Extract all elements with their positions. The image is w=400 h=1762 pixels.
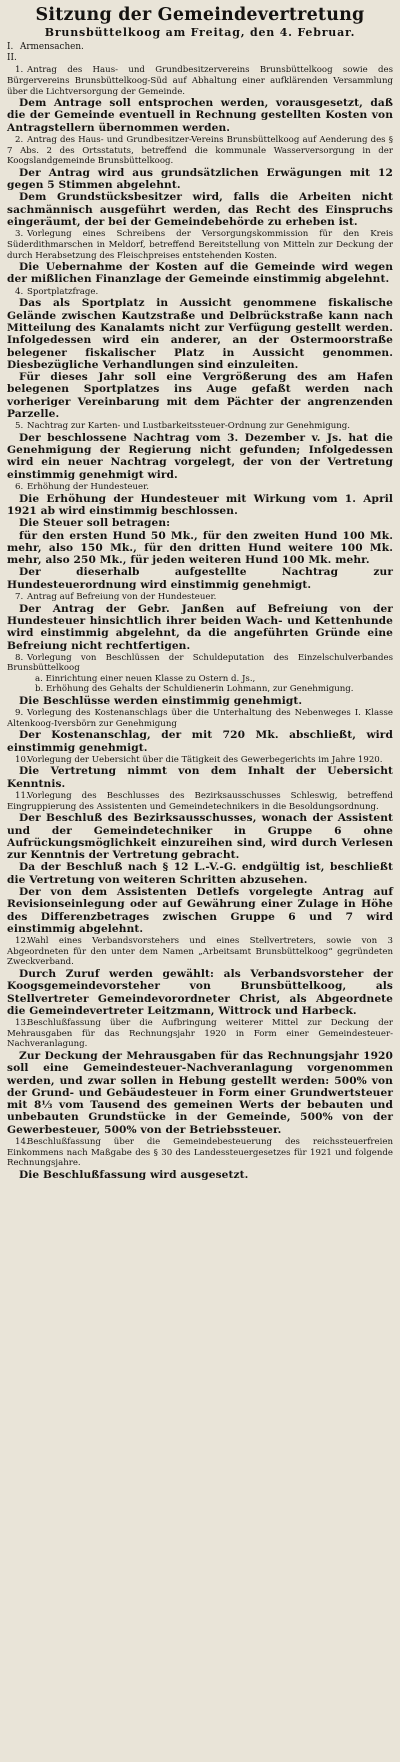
resolution-text: Dem Antrage soll entsprochen werden, vorausgesetzt, daß die der Gemeinde eventuell in Rechnung gestellten Kosten von Antragstellern übernommen werden. xyxy=(7,97,393,134)
resolution-text: Die Erhöhung der Hundesteuer mit Wirkung vom 1. April 1921 ab wird einstimmig beschlossen. xyxy=(7,492,393,517)
agenda-item-title: Antrag des Haus- und Grundbesitzervereins Brunsbüttelkoog sowie des Bürgervereins Brunsbüttelkoog-Süd auf Abhaltung einer aufklärenden Versammlung über die Lichtversorgung der Gemeinde. xyxy=(7,65,393,97)
agenda-item-title: Antrag des Haus- und Grundbesitzer-Vereins Brunsbüttelkoog auf Aenderung des § 7 Abs. 2 des Ortsstatuts, betreffend die kommunale Wasserversorgung in der Koogslandgemeinde Brunsbüttelkoog. xyxy=(7,135,393,167)
agenda-item-text xyxy=(7,936,393,968)
agenda-item-number: 3. xyxy=(15,229,24,240)
article-subtitle: Brunsbüttelkoog am Freitag, den 4. Februar. xyxy=(44,26,356,39)
agenda-item xyxy=(7,653,393,707)
resolution-text: Die Beschlußfassung wird ausgesetzt. xyxy=(19,1168,249,1181)
agenda-item xyxy=(7,287,393,421)
section-number: II. xyxy=(7,53,17,64)
agenda-item xyxy=(7,755,393,790)
agenda-item-number: 6. xyxy=(15,482,24,493)
agenda-item-number: 7. xyxy=(15,592,24,603)
section-heading xyxy=(7,42,393,53)
agenda-item-number: 9. xyxy=(15,708,24,719)
resolution-text: Die Beschlüsse werden einstimmig genehmigt. xyxy=(19,694,303,707)
agenda-item-text xyxy=(7,135,393,167)
agenda-item-text xyxy=(7,708,393,729)
agenda-item-title: Nachtrag zur Karten- und Lustbarkeitssteuer-Ordnung zur Genehmigung. xyxy=(27,421,350,432)
agenda-item-title: Vorlegung von Beschlüssen der Schuldeputation des Einzelschulverbandes Brunsbüttelkoog xyxy=(7,652,393,674)
resolution-text: Die Steuer soll betragen: xyxy=(19,517,171,530)
section-label: Armensachen. xyxy=(20,42,84,52)
agenda-item xyxy=(7,1018,393,1136)
agenda-item-title: Vorlegung des Beschlusses des Bezirksausschusses Schleswig, betreffend Eingruppierung des Assistenten und Gemeindetechnikers in die Besoldungsordnung. xyxy=(7,791,393,812)
resolution-text: Da der Beschluß nach § 12 L.-V.-G. endgültig ist, beschließt die Vertretung von weiteren Schritten abzusehen. xyxy=(7,861,393,886)
agenda-item-number: 12. xyxy=(15,936,29,947)
agenda-item-number: 13. xyxy=(15,1018,29,1029)
agenda-item-text xyxy=(7,1137,393,1169)
resolution-text: Für dieses Jahr soll eine Vergrößerung des am Hafen belegenen Sportplatzes ins Auge gefaßt werden nach vorheriger Vereinbarung mit dem Pächter der angrenzenden Parzelle. xyxy=(7,371,393,420)
agenda-item-title: Sportplatzfrage. xyxy=(27,286,99,297)
agenda-item-number: 8. xyxy=(15,652,24,663)
agenda-item-text xyxy=(7,287,393,298)
agenda-item-title: Vorlegung eines Schreibens der Versorgungskommission für den Kreis Süderdithmarschen in Meldorf, betreffend Bereitstellung von Mitteln zur Deckung der durch Herabsetzung des Fleischpreises entstehenden Kosten. xyxy=(7,229,393,261)
resolution-text: Das als Sportplatz in Aussicht genommene fiskalische Gelände zwischen Kautzstraße und Delbrückstraße kann nach Mitteilung des Kanalamts nicht zur Verfügung gestellt werden. Infolgedessen wird ein anderer, an der Ostermoorstraße belegener fiskalischer Platz in Aussicht genommen. Diesbezügliche Verhandlungen sind einzuleiten. xyxy=(7,297,393,371)
agenda-item-number: 5. xyxy=(15,421,24,432)
agenda-item xyxy=(7,421,393,481)
resolution-text: Zur Deckung der Mehrausgaben für das Rechnungsjahr 1920 soll eine Gemeindesteuer-Nachveranlagung vorgenommen werden, und zwar sollen in Hebung gestellt werden: 500% von der Grund- und Gebäudesteuer in Form einer Grundwertsteuer mit 8⅓ vom Tausend des gemeinen Werts der bebauten und unbebauten Grundstücke in der Gemeinde, 500% von der Gewerbesteuer, 500% von der Betriebssteuer. xyxy=(7,1049,393,1136)
agenda-subitems xyxy=(7,674,393,695)
article-title: Sitzung der Gemeindevertretung xyxy=(35,5,365,25)
agenda-items xyxy=(7,65,393,1181)
agenda-item-title: Beschlußfassung über die Aufbringung weiterer Mittel zur Deckung der Mehrausgaben für das Rechnungsjahr 1920 in Form einer Gemeindesteuer-Nachveranlagung. xyxy=(7,1018,393,1050)
resolution-text: Dem Grundstücksbesitzer wird, falls die Arbeiten nicht sachmännisch ausgeführt werden, das Recht des Einspruchs eingeräumt, der bei der Gemeindebehörde zu erheben ist. xyxy=(7,191,393,229)
resolution-text: Der Antrag der Gebr. Janßen auf Befreiung von der Hundesteuer hinsichtlich ihrer beiden Wach- und Kettenhunde wird einstimmig abgelehnt, da die angeführten Gründe eine Befreiung nicht rechtfertigen. xyxy=(7,602,393,652)
agenda-item-text xyxy=(7,1018,393,1050)
agenda-item-number: 2. xyxy=(15,135,24,146)
agenda-item-text xyxy=(7,755,393,766)
resolution-text: Der beschlossene Nachtrag vom 3. Dezember v. Js. hat die Genehmigung der Regierung nicht gefunden; Infolgedessen wird ein neuer Nachtrag vorgelegt, der von der Vertretung einstimmig genehmigt wird. xyxy=(7,431,393,481)
resolution-text: Der Kostenanschlag, der mit 720 Mk. abschließt, wird einstimmig genehmigt. xyxy=(7,729,393,754)
agenda-subitem: a. Einrichtung einer neuen Klasse zu Ostern d. Js., xyxy=(35,674,256,684)
agenda-item-text xyxy=(7,421,393,432)
agenda-item-title: Vorlegung des Kostenanschlags über die Unterhaltung des Nebenweges I. Klasse Altenkoog-Iversbörn zur Genehmigung xyxy=(7,708,393,729)
agenda-item-title: Erhöhung der Hundesteuer. xyxy=(27,482,149,493)
agenda-item-number: 14. xyxy=(15,1137,29,1148)
resolution-text: Der Beschluß des Bezirksausschusses, wonach der Assistent und der Gemeindetechniker in Gruppe 6 ohne Aufrückungsmöglichkeit einzureihen sind, wird durch Verlesen zur Kenntnis der Vertretung gebracht. xyxy=(7,812,393,862)
agenda-item xyxy=(7,936,393,1017)
agenda-item-number: 1. xyxy=(15,65,24,76)
agenda-item-text xyxy=(7,592,393,603)
section-heading xyxy=(7,53,393,64)
agenda-item xyxy=(7,229,393,285)
resolution-text: Der Antrag wird aus grundsätzlichen Erwägungen mit 12 gegen 5 Stimmen abgelehnt. xyxy=(7,166,393,192)
agenda-item-text xyxy=(7,229,393,261)
resolution-text: Die Vertretung nimmt von dem Inhalt der Uebersicht Kenntnis. xyxy=(7,765,393,790)
agenda-item xyxy=(7,708,393,754)
agenda-item-number: 11. xyxy=(15,791,29,802)
agenda-item-text xyxy=(7,791,393,812)
agenda-item-text xyxy=(7,482,393,493)
agenda-item-text xyxy=(7,65,393,97)
agenda-item xyxy=(7,592,393,652)
agenda-item xyxy=(7,1137,393,1181)
agenda-item-title: Wahl eines Verbandsvorstehers und eines Stellvertreters, sowie von 3 Abgeordneten für den unter dem Namen „Arbeitsamt Brunsbüttelkoog“ gegründeten Zweckverband. xyxy=(7,936,393,968)
agenda-item-title: Beschlußfassung über die Gemeindebesteuerung des reichssteuerfreien Einkommens nach Maßgabe des § 30 des Landessteuergesetzes für 1921 und folgende Rechnungsjahre. xyxy=(7,1137,393,1169)
resolution-text: Der dieserhalb aufgestellte Nachtrag zur Hundesteuerordnung wird einstimmig genehmigt. xyxy=(7,566,393,591)
agenda-item-text xyxy=(7,653,393,674)
agenda-item-number: 4. xyxy=(15,286,24,297)
agenda-item-title: Antrag auf Befreiung von der Hundesteuer. xyxy=(27,592,217,603)
agenda-item-number: 10. xyxy=(15,754,29,765)
agenda-subitem: b. Erhöhung des Gehalts der Schuldienerin Lohmann, zur Genehmigung. xyxy=(35,684,354,695)
section-number: I. xyxy=(7,42,14,52)
agenda-item xyxy=(7,482,393,591)
agenda-item-title: Vorlegung der Uebersicht über die Tätigkeit des Gewerbegerichts im Jahre 1920. xyxy=(27,754,383,765)
resolution-text: Der von dem Assistenten Detlefs vorgelegte Antrag auf Revisionseinlegung oder auf Gewährung einer Zulage in Höhe des Differenzbetrages zwischen Gruppe 6 und 7 wird einstimmig abgelehnt. xyxy=(7,886,393,935)
resolution-text: Die Uebernahme der Kosten auf die Gemeinde wird wegen der mißlichen Finanzlage der Gemeinde einstimmig abgelehnt. xyxy=(7,261,393,286)
agenda-item xyxy=(7,135,393,228)
agenda-item xyxy=(7,65,393,134)
resolution-text: für den ersten Hund 50 Mk., für den zweiten Hund 100 Mk. mehr, also 150 Mk., für den dritten Hund weitere 100 Mk. mehr, also 250 Mk., für jeden weiteren Hund 100 Mk. mehr. xyxy=(7,529,393,567)
agenda-item xyxy=(7,791,393,935)
resolution-text: Durch Zuruf werden gewählt: als Verbandsvorsteher der Koogsgemeindevorsteher von Brunsbüttelkoog, als Stellvertreter Gemeindevorordneter Christ, als Abgeordnete die Gemeindevertreter Leitzmann, Wittrock und Harbeck. xyxy=(7,968,393,1017)
